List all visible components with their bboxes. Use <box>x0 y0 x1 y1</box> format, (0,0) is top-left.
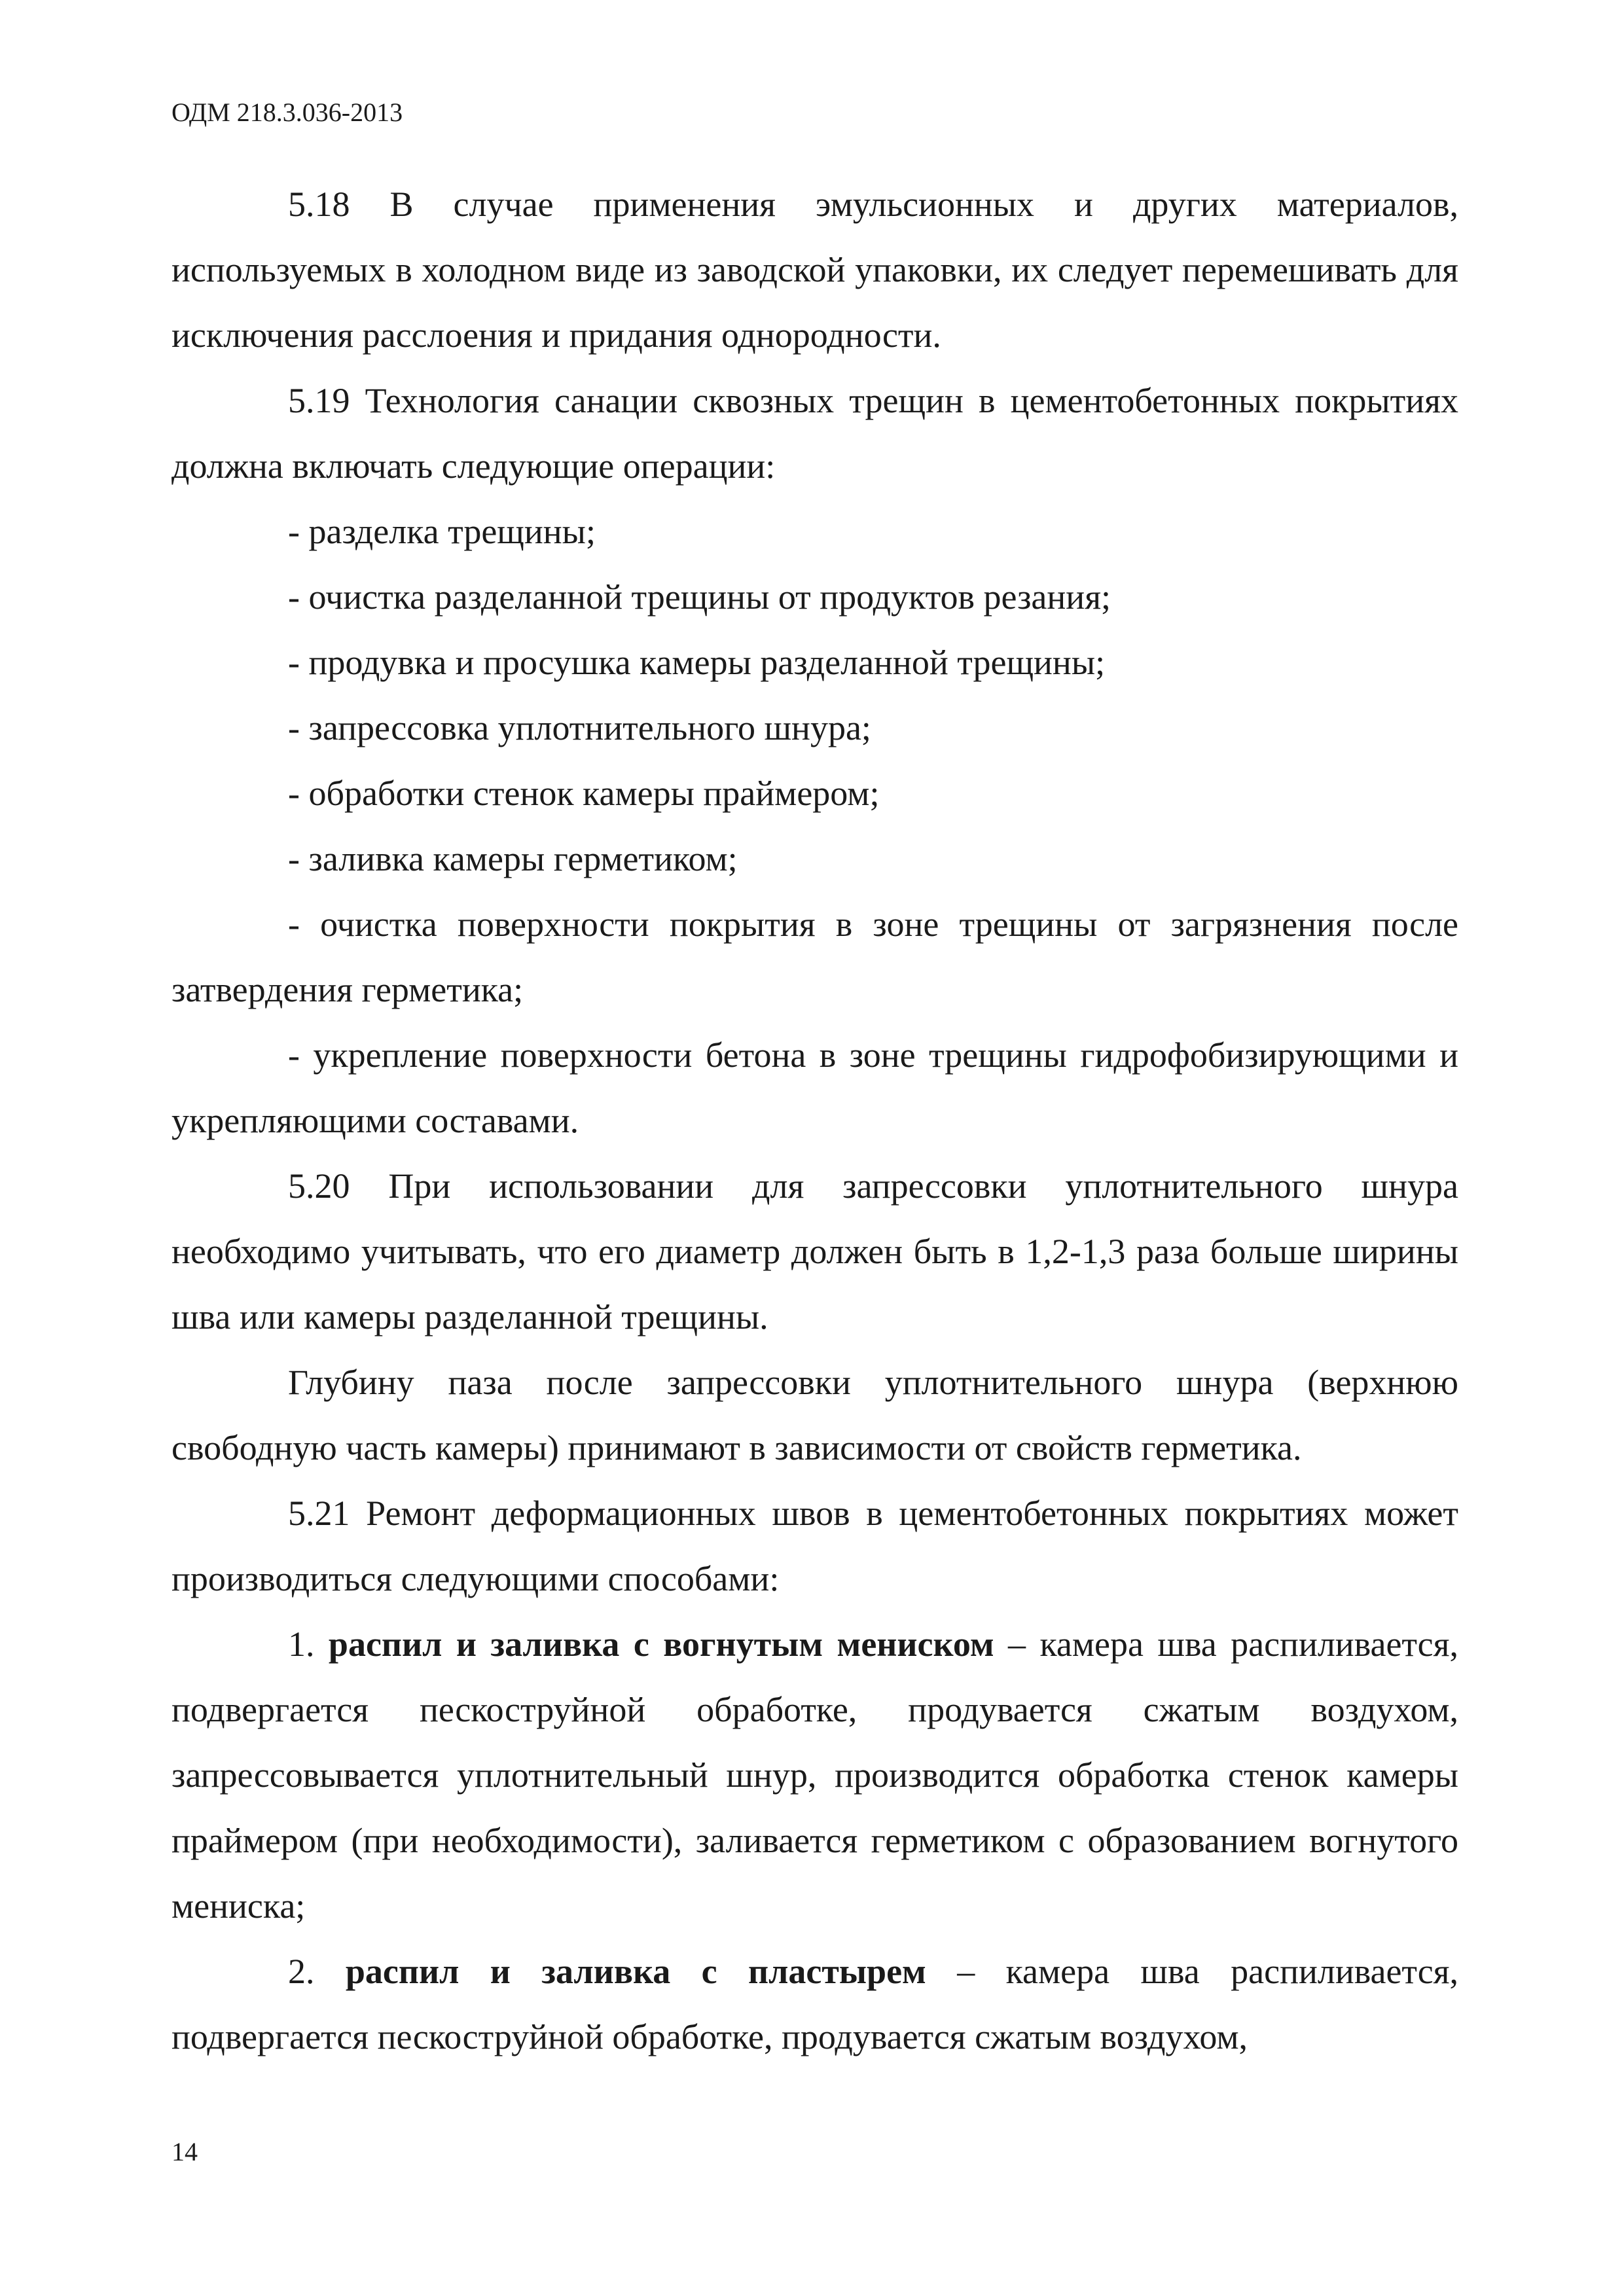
list-item: - очистка разделанной трещины от продуктов резания; <box>288 577 1111 617</box>
paragraph-groove-depth: Глубину паза после запрессовки уплотнительного шнура (верхнюю свободную часть камеры) принимают в зависимости от свойств герметика. <box>171 1363 1458 1467</box>
method-1-term: распил и заливка с вогнутым мениском <box>328 1624 994 1664</box>
list-item: - обработки стенок камеры праймером; <box>288 774 880 813</box>
method-2 <box>171 1939 1458 2070</box>
paragraph-5-19: 5.19 Технология санации сквозных трещин в цементобетонных покрытиях должна включать следующие операции: <box>171 381 1458 486</box>
method-2-number: 2. <box>288 1952 315 1991</box>
list-item: - укрепление поверхности бетона в зоне трещины гидрофобизирующими и укрепляющими составами. <box>171 1035 1458 1140</box>
page-number: 14 <box>171 2137 198 2166</box>
list-item: - очистка поверхности покрытия в зоне трещины от загрязнения после затвердения герметика; <box>171 905 1458 1009</box>
list-item: - запрессовка уплотнительного шнура; <box>288 708 871 747</box>
method-1-text: – камера шва распиливается, подвергается пескоструйной обработке, продувается сжатым воздухом, запрессовывается уплотнительный шнур, производится обработка стенок камеры праймером (при необходимости), заливается герметиком с образованием вогнутого мениска; <box>171 1624 1458 1926</box>
paragraph-5-18: 5.18 В случае применения эмульсионных и других материалов, используемых в холодном виде из заводской упаковки, их следует перемешивать для исключения расслоения и придания однородности. <box>171 185 1458 355</box>
method-1-number: 1. <box>288 1624 315 1664</box>
method-1 <box>171 1611 1458 1939</box>
method-2-term: распил и заливка с пластырем <box>345 1952 926 1991</box>
method-2-text: – камера шва распиливается, подвергается пескоструйной обработке, продувается сжатым воздухом, <box>171 1952 1458 2056</box>
list-item: - заливка камеры герметиком; <box>288 839 738 878</box>
list-item: - продувка и просушка камеры разделанной трещины; <box>288 643 1106 682</box>
document-body <box>171 171 1458 2070</box>
list-item: - разделка трещины; <box>288 512 596 551</box>
document-code-header: ОДМ 218.3.036-2013 <box>171 98 403 127</box>
paragraph-5-20: 5.20 При использовании для запрессовки уплотнительного шнура необходимо учитывать, что его диаметр должен быть в 1,2-1,3 раза больше ширины шва или камеры разделанной трещины. <box>171 1166 1458 1336</box>
paragraph-5-21: 5.21 Ремонт деформационных швов в цементобетонных покрытиях может производиться следующими способами: <box>171 1494 1458 1598</box>
